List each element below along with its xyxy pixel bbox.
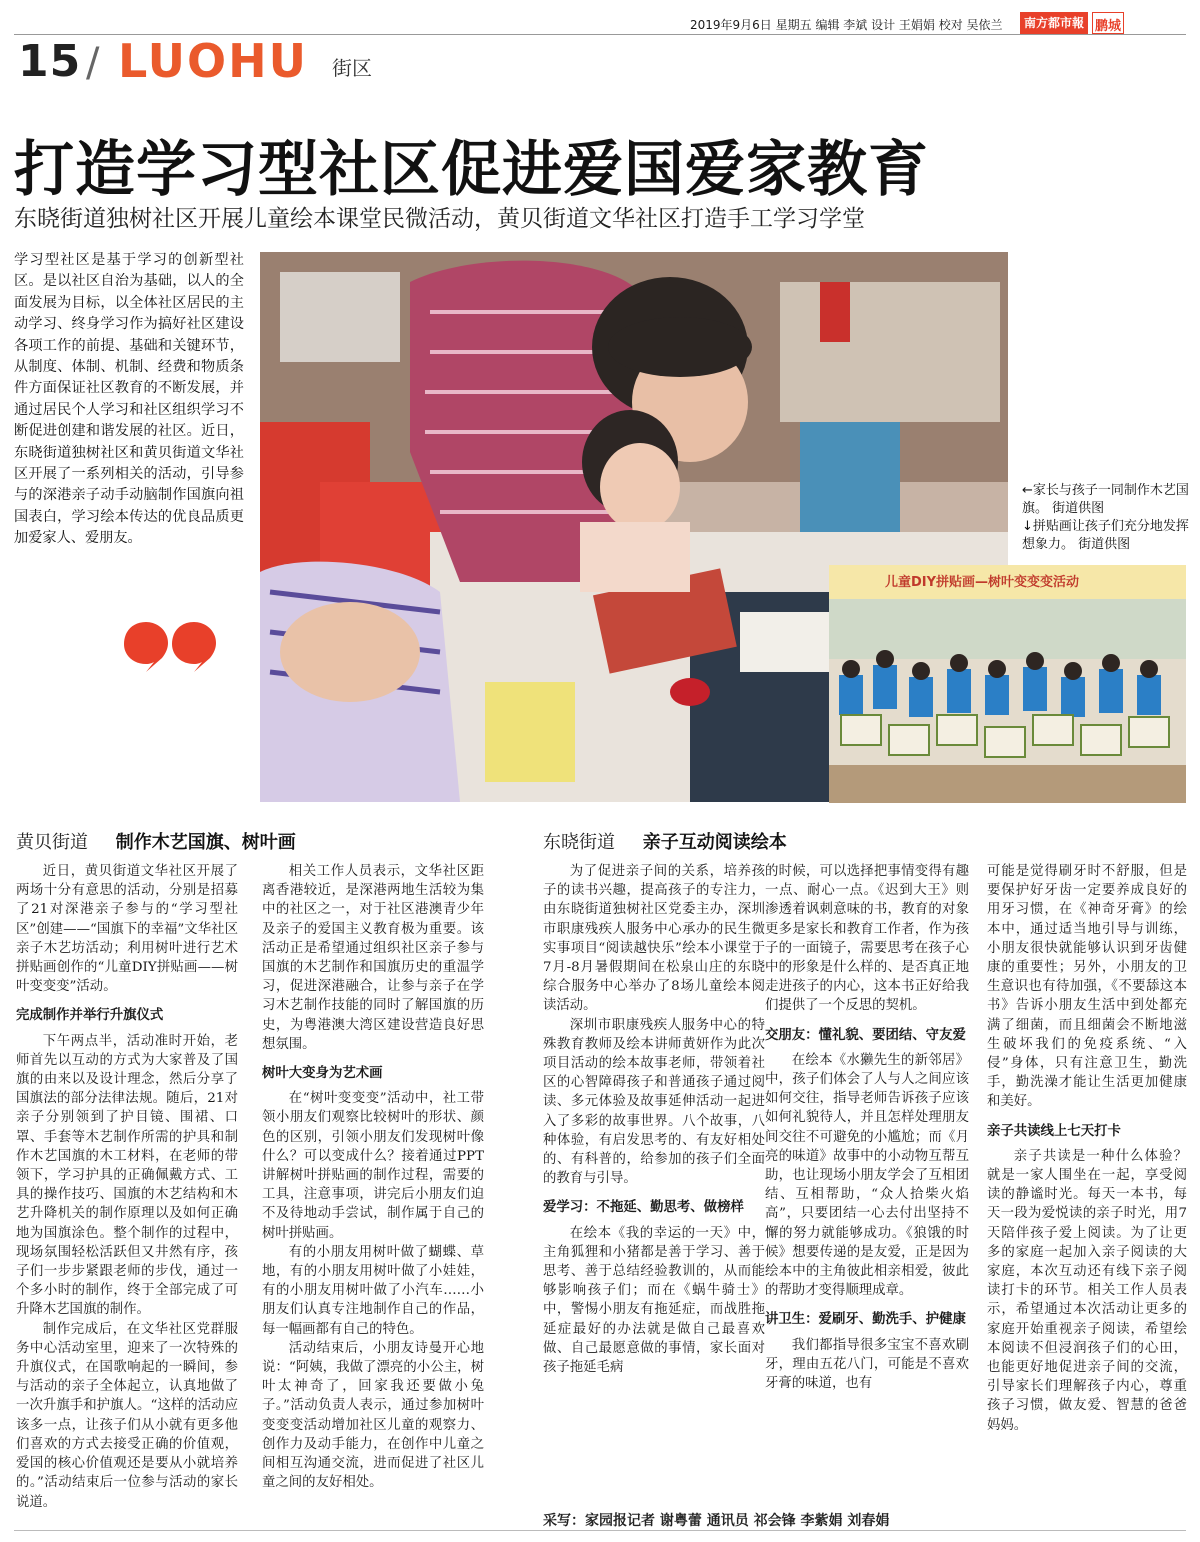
subheading: 完成制作并举行升旗仪式 — [16, 1008, 164, 1024]
paragraph: 深圳市职康残疾人服务中心的特殊教育教师及绘本讲师黄妍作为此次项目活动的绘本故事老师，带领着社区的心智障碍孩子和普通孩子通过阅读、多元体验及故事延伸活动一起进入了多彩的故事世界。八个故事，八种体验，有启发思考的、有友好相处的、有科普的，给参加的孩子们全面的教育与引导。 — [543, 1017, 765, 1187]
newspaper-masthead — [1020, 12, 1188, 34]
left-section-header — [16, 828, 296, 854]
paragraph: 相关工作人员表示，文华社区距离香港较近，是深港两地生活较为集中的社区之一，对于社区港澳青少年及亲子的爱国主义教育极为重要。该活动正是希望通过组织社区亲子参与国旗的木艺制作和国旗历史的重温学习，促进深港融合，让参与亲子在学习木艺制作技能的同时了解国旗的历史，为粤港澳大湾区建设营造良好思想氛围。 — [262, 864, 484, 1052]
date-editor-line: 2019年9月6日 星期五 编辑 李斌 设计 王娟娟 校对 吴依兰 — [690, 18, 1003, 32]
subheading: 爱学习：不拖延、勤思考、做榜样 — [543, 1200, 744, 1216]
left-section-title: 制作木艺国旗、树叶画 — [115, 832, 296, 853]
article-column-2 — [262, 862, 484, 1493]
left-section-place: 黄贝街道 — [16, 832, 88, 853]
paragraph: 的时候，可以选择把事情变得有趣一点、耐心一点。《迟到大王》则渗透着讽刺意味的书，教育的对象更多是家长和教育工作者，作为孩子的一面镜子，需要思考在孩子心中的形象是什么样的、是否真正地走进孩子的内心，这本书正好给我们提供了一个反思的契机。 — [765, 864, 969, 1014]
caption-line-1: ←家长与孩子一同制作木艺国旗。 街道供图 — [1022, 483, 1189, 516]
photo-caption — [1022, 482, 1190, 554]
subheading: 讲卫生：爱刷牙、勤洗手、护健康 — [765, 1312, 966, 1328]
subheading: 树叶大变身为艺术画 — [262, 1066, 383, 1082]
paragraph: 在绘本《水獭先生的新邻居》中，孩子们体会了人与人之间应该如何交往，指导老师告诉孩子应该如何礼貌待人，并且怎样处理朋友间交往不可避免的小尴尬；而《月亮的味道》故事中的小动物互帮互助，也让现场小朋友学会了互相团结、互相帮助，“众人拾柴火焰高”，只要团结一心去付出坚持不懈的努力就能够成功。《狼饿的时候》想要传递的是友爱，正是因为绘本中的主角彼此相亲相爱，彼此的帮助才变得顺理成章。 — [765, 1052, 969, 1299]
article-column-1 — [16, 862, 238, 1512]
district-name: LUOHU — [118, 34, 308, 88]
subheading: 亲子共读线上七天打卡 — [987, 1123, 1121, 1139]
page-subheadline: 东晓街道独树社区开展儿童绘本课堂民微活动，黄贝街道文华社区打造手工学习学堂 — [14, 206, 865, 232]
paragraph: 下午两点半，活动准时开始，老师首先以互动的方式为大家普及了国旗的由来以及设计理念，然后分享了国旗法的部分法律法规。随后，21对亲子分别领到了护目镜、围裙、口罩、手套等木艺制作所需的护具和制作木艺国旗的木工材料，在老师的带领下，学习护具的正确佩戴方式、工具的操作技巧、国旗的木艺结构和木艺升降机关的制作原理以及如何正确地为国旗涂色。整个制作的过程中，现场氛围轻松活跃但又井然有序，孩子们一步步紧跟老师的步伐，通过一个多小时的制作，终于全部完成了可升降木艺国旗的制作。 — [16, 1033, 238, 1318]
paragraph: 活动结束后，小朋友诗曼开心地说：“阿姨，我做了漂亮的小公主，树叶太神奇了，回家我还要做小兔子。”活动负责人表示，通过参加树叶变变变活动增加社区儿童的观察力、创作力及动手能力，在创作中儿童之间相互沟通交流，进而促进了社区儿童之间的友好相处。 — [262, 1340, 484, 1491]
page-slash: / — [86, 40, 100, 86]
paragraph: 制作完成后，在文华社区党群服务中心活动室里，迎来了一次特殊的升旗仪式，在国歌响起的一瞬间，参与活动的亲子全体起立，认真地做了一次升旗手和护旗人。“这样的活动应该多一点，让孩子们从小就有更多他们喜欢的方式去接受正确的价值观，爱国的核心价值观还是要从小就培养的。”活动结束后一位参与活动的家长说道。 — [16, 1321, 238, 1510]
section-name: 街区 — [332, 56, 372, 80]
quote-mark-icon — [122, 618, 218, 678]
paragraph: 在绘本《我的幸运的一天》中，主角狐狸和小猪都是善于学习、善于思考、善于总结经验教训的，从而能够影响孩子们；而在《蜗牛骑士》中，警惕小朋友有拖延症，而战胜拖延症最好的办法就是做自己最喜欢做、自己最愿意做的事情，家长面对孩子拖延毛病 — [543, 1225, 765, 1376]
paragraph: 在“树叶变变变”活动中，社工带领小朋友们观察比较树叶的形状、颜色的区别，引领小朋友们发现树叶像什么？可以变成什么？接着通过PPT讲解树叶拼贴画的制作过程，需要的工具，注意事项，讲完后小朋友们迫不及待地动手尝试，制作属于自己的树叶拼贴画。 — [262, 1091, 484, 1241]
masthead-logo: 南方都市報 — [1020, 12, 1088, 34]
photo-leaf-collage-group — [829, 565, 1186, 803]
paragraph: 近日，黄贝街道文华社区开展了两场十分有意思的活动，分别是招募了21对深港亲子参与的“学习型社区”创建——“国旗下的幸福”文华社区亲子木艺坊活动；利用树叶进行艺术拼贴画创作的“儿童DIY拼贴画——树叶变变变”活动。 — [16, 864, 238, 995]
paragraph: 可能是觉得刷牙时不舒服，但是要保护好牙齿一定要养成良好的用牙习惯，在《神奇牙膏》的绘本中，通过适当地引导与训练，小朋友很快就能够认识到牙齿健康的重要性；另外，小朋友的卫生意识也有待加强，《不要舔这本书》告诉小朋友生活中到处都充满了细菌，而且细菌会不断地滋生破坏我们的免疫系统、“入侵”身体，只有注意卫生，勤洗手，勤洗澡才能让生活更加健康和美好。 — [987, 864, 1187, 1110]
article-column-5 — [987, 862, 1187, 1435]
right-section-title: 亲子互动阅读绘本 — [642, 832, 787, 853]
article-column-3 — [543, 862, 765, 1377]
paragraph: 亲子共读是一种什么体验？就是一家人围坐在一起，享受阅读的静谧时光。每天一本书，每天一段为爱悦读的亲子时光，用7天陪伴孩子爱上阅读。为了让更多的家庭一起加入亲子阅读的大家庭，本次互动还有线下亲子阅读打卡的环节。相关工作人员表示，希望通过本次活动让更多的家庭开始重视亲子阅读，希望绘本阅读不但浸润孩子们的心田，也能更好地促进亲子间的交流，引导家长们理解孩子内心，尊重孩子习惯，做友爱、智慧的爸爸妈妈。 — [987, 1148, 1187, 1433]
caption-line-2: ↓拼贴画让孩子们充分地发挥想象力。 街道供图 — [1022, 519, 1189, 552]
intro-paragraph: 学习型社区是基于学习的创新型社区。是以社区自治为基础，以人的全面发展为目标，以全体社区居民的主动学习、终身学习作为搞好社区建设各项工作的前提、基础和关键环节，从制度、体制、机制、经费和物质条件方面保证社区教育的不断发展，并通过居民个人学习和社区组织学习不断促进创建和谐发展的社区。近日，东晓街道独树社区和黄贝街道文华社区开展了一系列相关的活动，引导参与的深港亲子动手动脑制作国旗向祖国表白，学习绘本传达的优良品质更加爱家人、爱朋友。 — [14, 252, 244, 547]
article-column-4 — [765, 862, 969, 1393]
page-number: 15 — [18, 36, 82, 87]
subheading: 交朋友：懂礼貌、要团结、守友爱 — [765, 1027, 966, 1043]
photo-banner-text: 儿童DIY拼贴画—树叶变变变活动 — [885, 575, 1080, 590]
right-section-place: 东晓街道 — [543, 832, 615, 853]
footer-rule — [14, 1530, 1186, 1531]
author-credit: 采写：家园报记者 谢粤蕾 通讯员 祁会锋 李紫娟 刘春娟 — [543, 1513, 890, 1529]
right-section-header — [543, 828, 787, 854]
paragraph: 我们都指导很多宝宝不喜欢刷牙，理由五花八门，可能是不喜欢牙膏的味道，也有 — [765, 1337, 969, 1392]
paragraph: 有的小朋友用树叶做了蝴蝶、草地，有的小朋友用树叶做了小娃娃，有的小朋友用树叶做了小汽车……小朋友们认真专注地制作自己的作品，每一幅画都有自己的特色。 — [262, 1244, 484, 1337]
masthead-sub-logo: 鹏城 — [1092, 12, 1124, 34]
page-headline: 打造学习型社区促进爱国爱家教育 — [14, 135, 929, 205]
paragraph: 为了促进亲子间的关系，培养孩子的读书兴趣，提高孩子的专注力，由东晓街道独树社区党委主办，深圳市职康残疾人服务中心承办的民生微实事项目“阅读越快乐”绘本小课堂于7月-8月暑假期间在松泉山庄的东晓综合服务中心举办了8场儿童绘本阅读活动。 — [543, 864, 765, 1014]
